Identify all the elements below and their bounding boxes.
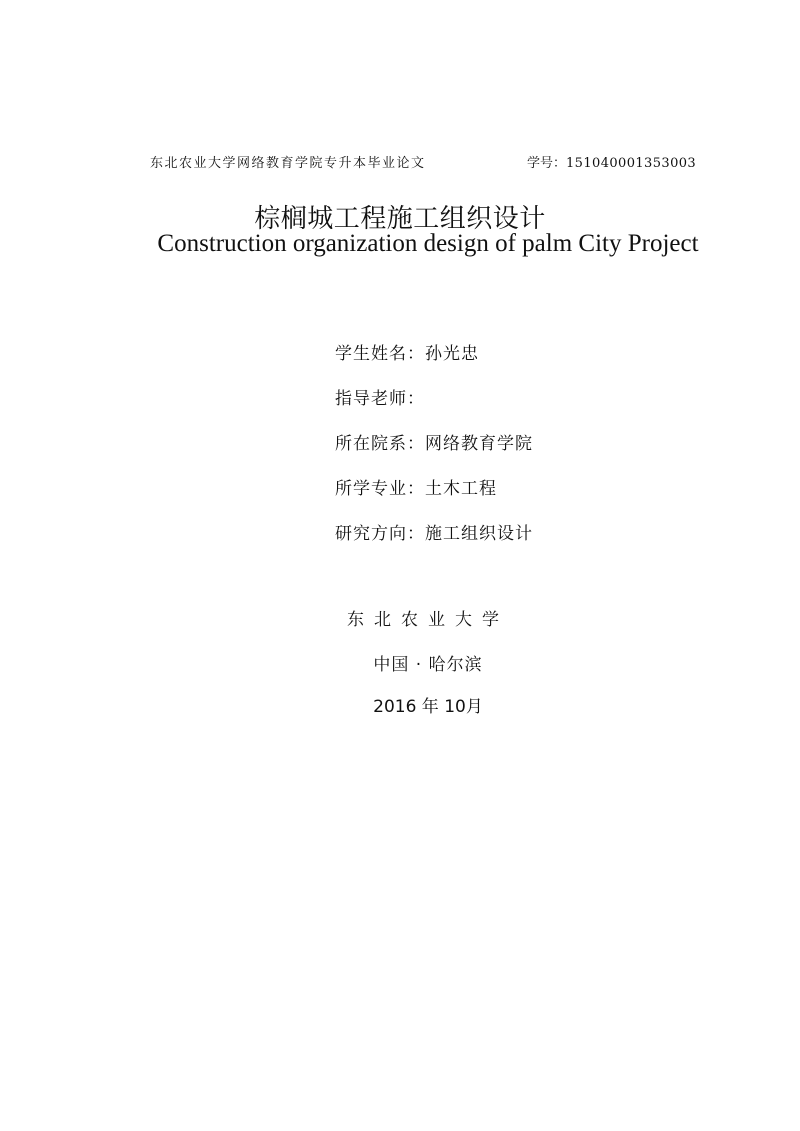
info-value-research: 施工组织设计 — [425, 524, 533, 544]
info-label-department: 所在院系： — [335, 434, 425, 454]
student-info-block — [335, 340, 533, 565]
header-school-line: 东北农业大学网络教育学院专升本毕业论文 — [150, 156, 426, 171]
info-value-major: 土木工程 — [425, 479, 497, 499]
info-label-research: 研究方向： — [335, 524, 425, 544]
thesis-title-chinese: 棕榈城工程施工组织设计 — [254, 204, 546, 234]
info-value-name: 孙光忠 — [425, 344, 479, 364]
info-label-name: 学生姓名： — [335, 344, 425, 364]
footer-university: 东北农业大学 — [347, 610, 509, 630]
student-id-label: 学号： — [527, 156, 567, 171]
info-label-major: 所学专业： — [335, 479, 425, 499]
info-row-advisor — [335, 385, 533, 430]
info-row-research — [335, 520, 533, 565]
footer-location: 中国 · 哈尔滨 — [373, 655, 483, 675]
info-row-major — [335, 475, 533, 520]
footer-date: 2016 年 10月 — [373, 697, 483, 717]
info-label-advisor: 指导老师： — [335, 389, 425, 409]
student-id-value: 151040001353003 — [566, 156, 697, 171]
info-row-department — [335, 430, 533, 475]
info-row-name — [335, 340, 533, 385]
header-student-id — [527, 152, 696, 171]
info-value-department: 网络教育学院 — [425, 434, 533, 454]
thesis-title-english: Construction organization design of palm City Project — [157, 230, 699, 257]
